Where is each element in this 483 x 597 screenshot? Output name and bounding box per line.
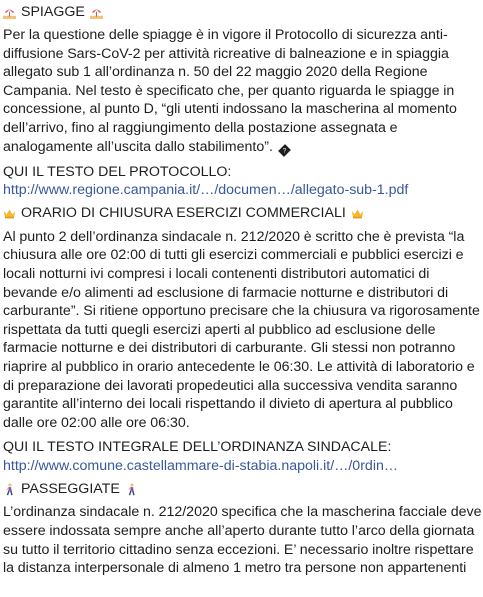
link-protocollo[interactable]: http://www.regione.campania.it/…/documen…/allegato-sub-1.pdf [3,182,409,199]
text-line: carburante”. Si ritiene opportuno precisare che la chiusura va rigorosamente [3,303,480,320]
text-line: L’ordinanza sindacale n. 212/2020 specifica che la mascherina facciale deve [3,504,482,521]
text-line: rispettata da tutti quegli esercizi aperti al pubblico ad esclusione delle [3,321,436,338]
beach-umbrella-icon [90,6,103,19]
section-heading-orario [3,204,481,224]
section-heading-text: PASSEGGIATE [21,481,120,498]
paragraph-passeggiate [3,503,481,577]
section-heading-text: ORARIO DI CHIUSURA ESERCIZI COMMERCIALI [21,205,346,222]
text-line: concessione, al punto D, “gli utenti indossano la mascherina al momento [3,101,457,118]
text-line: allegato sub 1 all’ordinanza n. 50 del 22 maggio 2020 della Regione [3,64,428,81]
text-line: dalle ore 02:00 alle ore 06:30. [3,414,190,431]
text-line: locali notturni ivi compresi i locali contenenti distributori automatici di [3,265,430,282]
text-line [3,138,481,157]
walking-person-icon [3,483,16,496]
text-line: Al punto 2 dell’ordinanza sindacale n. 212/2020 è scritto che è prevista “la [3,228,465,245]
text-line: di preparazione dei lavorati propedeutici alla successiva vendita saranno [3,377,458,394]
walking-person-icon [125,483,138,496]
caption-protocollo: QUI IL TESTO DEL PROTOCOLLO: [3,163,232,180]
text-line: riaprire al pubblico in orario antecedente le 06:30. Le attività di laboratorio e [3,358,475,375]
text-line: dell’arrivo, fino al raggiungimento della postazione assegnata e [3,119,398,136]
unknown-glyph-icon [278,144,291,157]
text-line: essere indossata sempre anche all’aperto durante tutto l’arco della giornata [3,523,475,540]
caption-ordinanza: QUI IL TESTO INTEGRALE DELL’ORDINANZA SINDACALE: [3,439,392,456]
crown-icon [351,207,364,220]
text-line-content: analogamente all’uscita dallo stabilimento”. [3,138,273,155]
text-line: diffusione Sars-CoV-2 per attività ricreative di balneazione e in spiaggia [3,45,449,62]
link-ordinanza[interactable]: http://www.comune.castellammare-di-stabia.napoli.it/…/0rdin… [3,457,399,474]
section-heading-spiagge [3,2,481,22]
text-line: chiusura alle ore 02:00 di tutti gli esercizi commerciali e pubblici esercizi e [3,247,464,264]
text-line: Per la questione delle spiagge è in vigore il Protocollo di sicurezza anti- [3,27,448,43]
text-line: la distanza interpersonale di almeno 1 metro tra persone non appartenenti [3,560,467,577]
text-line: su tutto il territorio cittadino senza eccezioni. E’ necessario inoltre rispettare [3,541,474,558]
crown-icon [3,207,16,220]
beach-umbrella-icon [3,6,16,19]
text-line: Campania. Nel testo è specificato che, per quanto riguarda le spiagge in [3,82,455,99]
text-line: garantite all’interno dei locali rispettando il divieto di apertura al pubblico [3,396,453,413]
section-heading-passeggiate [3,479,481,499]
paragraph-spiagge [3,26,481,157]
section-heading-text: SPIAGGE [21,3,85,20]
text-line: bevande e/o alimenti ad esclusione di farmacie notturne e distributori di [3,284,449,301]
unknown-glyph-char: ? [282,145,287,154]
paragraph-orario [3,228,481,433]
text-line: farmacie notturne e dei distributori di carburante. Gli stessi non potranno [3,340,456,357]
